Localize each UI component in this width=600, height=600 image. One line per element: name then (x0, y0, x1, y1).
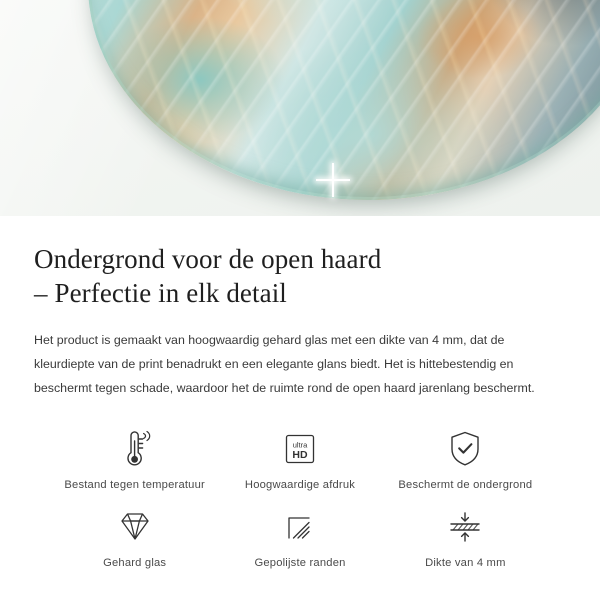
feature-label: Bestand tegen temperatuur (64, 478, 205, 491)
feature-label: Dikte van 4 mm (425, 556, 506, 569)
svg-text:HD: HD (292, 448, 308, 461)
thickness-arrows-icon (443, 505, 487, 549)
feature-label: Gehard glas (103, 556, 167, 569)
page-title (34, 242, 566, 310)
diamond-icon (114, 505, 156, 549)
feature-label: Gepolijste randen (254, 556, 346, 569)
feature-row-1 (52, 427, 548, 491)
ultra-hd-icon (280, 427, 320, 471)
thermometer-icon (116, 427, 154, 471)
shield-check-icon (445, 427, 485, 471)
feature-item-print-quality (217, 427, 382, 491)
page-title-line-1: Ondergrond voor de open haard (34, 244, 382, 274)
page-title-line-2: – Perfectie in elk detail (34, 278, 287, 309)
polished-edges-icon (280, 505, 320, 549)
round-glass-plate (88, 0, 600, 200)
feature-label: Beschermt de ondergrond (398, 478, 533, 491)
feature-item-polished-edges (217, 505, 382, 569)
content-area (0, 242, 600, 569)
feature-item-surface-protection (383, 427, 548, 491)
feature-item-temperature (52, 427, 217, 491)
feature-item-thickness (383, 505, 548, 569)
feature-list (34, 427, 566, 569)
svg-text:ultra: ultra (292, 440, 308, 450)
feature-item-tempered-glass (52, 505, 217, 569)
feature-row-2 (52, 505, 548, 569)
hero-image (0, 0, 600, 216)
feature-label: Hoogwaardige afdruk (244, 478, 356, 491)
description-paragraph: Het product is gemaakt van hoogwaardig gehard glas met een dikte van 4 mm, dat de kleurdiepte van de print benadrukt en een elegante glans biedt. Het is hittebestendig en beschermt tegen schade, waardoor het de ruimte rond de open haard jarenlang beschermt. (34, 333, 535, 396)
